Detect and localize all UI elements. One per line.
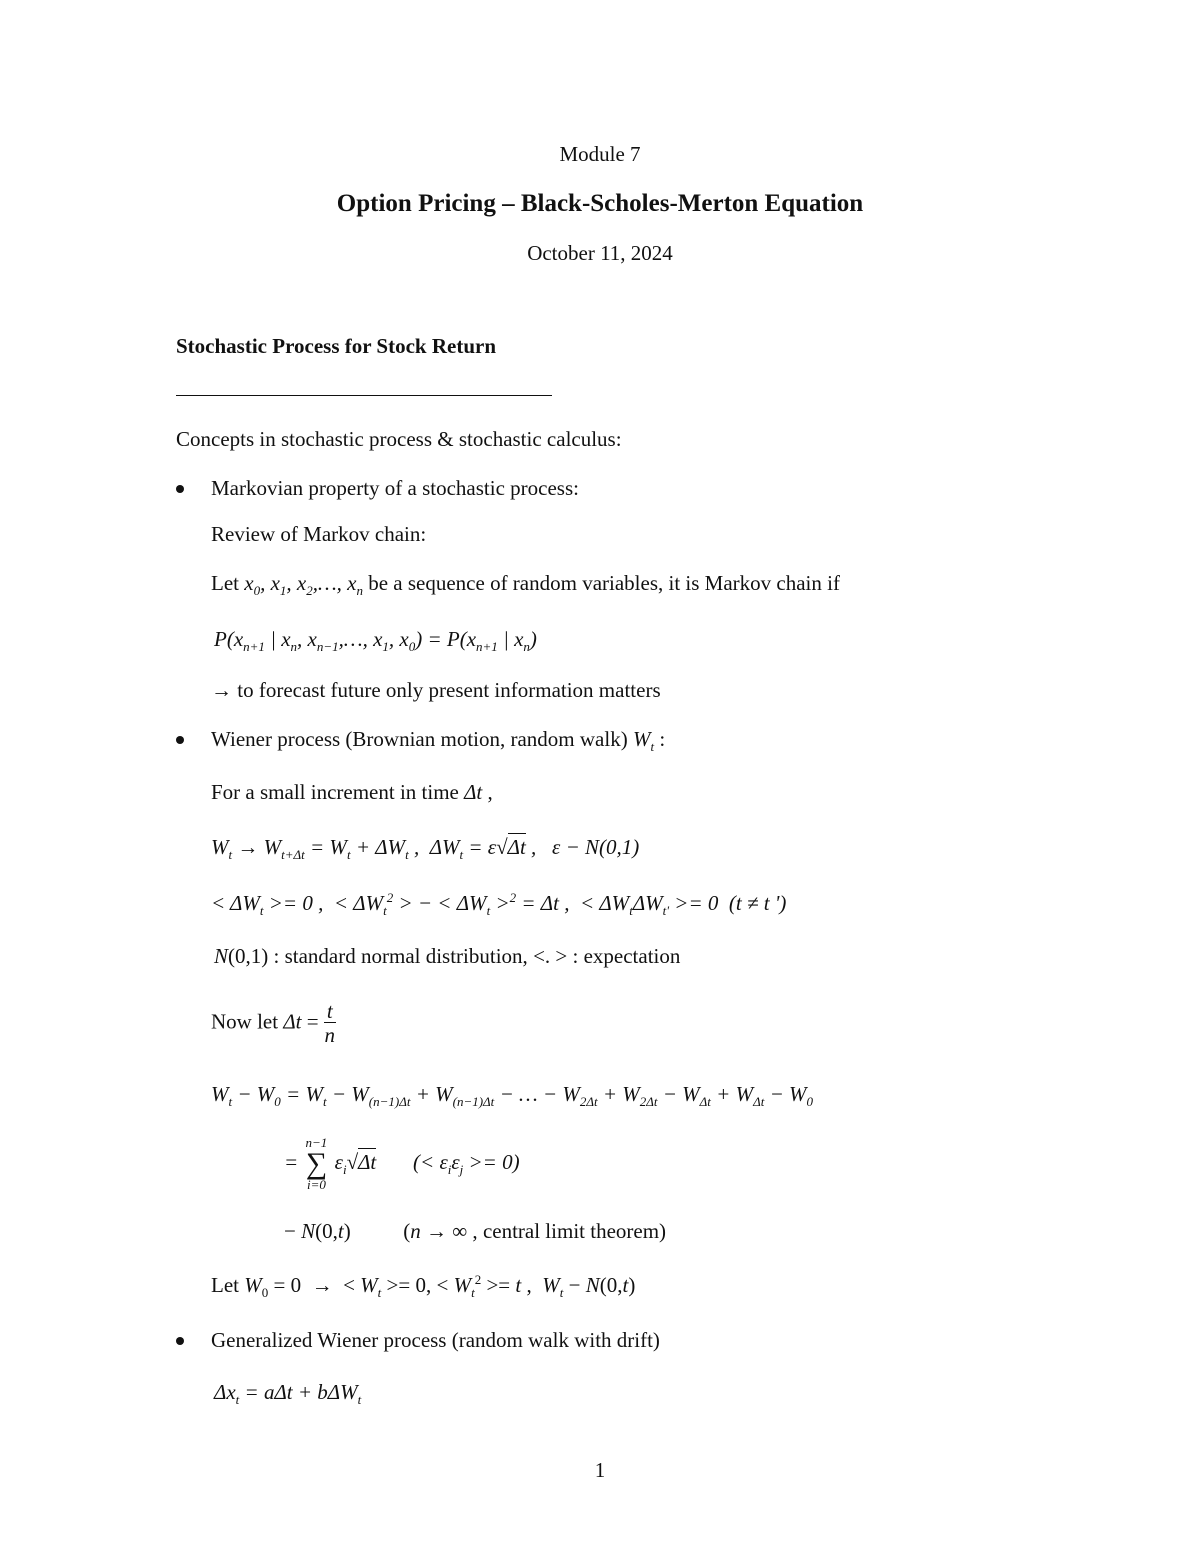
clt-text: central limit theorem) xyxy=(482,1219,667,1243)
now-let-line: Now let Δt = $\frac{t}{n}$ xyxy=(211,999,336,1047)
wiener-moments-equation: < $\Delta W_t >= 0$ , < $\Delta W_t^2$ > − < $\Delta W_t >^2 = \Delta t$ , < $\Delta W_t\Delta W_{t'} >= 0$ (t ≠ t ') xyxy=(211,890,787,918)
wiener-step-equation: $W_t \to W_{t+\Delta t} = W_t + \Delta W_t$ , $\Delta W_t = \varepsilon√\Delta t$ , ε − N(0,1) xyxy=(211,835,640,862)
markov-conclusion-text: to forecast future only present information matters xyxy=(237,678,661,702)
page-number: 1 xyxy=(594,1458,606,1482)
wiener-increment-text: For a small increment in time Δt , xyxy=(211,780,493,804)
drift-equation: $\Delta x_t = a\Delta t + b\Delta W_t$ xyxy=(214,1380,362,1407)
document-title: Option Pricing – Black-Scholes-Merton Equation xyxy=(336,190,864,217)
notation-legend: N(0,1) : standard normal distribution, <. > : expectation xyxy=(214,944,681,968)
markov-conclusion xyxy=(211,678,661,703)
bullet-dot xyxy=(176,736,184,744)
now-let-text: Now let xyxy=(211,1009,279,1034)
markov-review: Review of Markov chain: xyxy=(211,522,427,546)
generalized-wiener-heading: Generalized Wiener process (random walk with drift) xyxy=(211,1328,660,1352)
bullet-dot xyxy=(176,485,184,493)
expectation-text: expectation xyxy=(583,944,681,968)
t-over-n-fraction: $\frac{t}{n}$ xyxy=(324,999,336,1047)
markov-heading: Markovian property of a stochastic process: xyxy=(211,476,579,500)
section-divider xyxy=(176,395,552,396)
section-heading: Stochastic Process for Stock Return xyxy=(176,334,497,358)
delta-t-symbol: Δt xyxy=(464,780,483,804)
document-date: October 11, 2024 xyxy=(527,241,673,265)
intro-text: Concepts in stochastic process & stochastic calculus: xyxy=(176,427,622,451)
small-increment-text: For a small increment in time xyxy=(211,780,459,804)
bullet-dot xyxy=(176,1337,184,1345)
sequence-formula: $x_0$, $x_1$, $x_2,\dots$, $x_n$ xyxy=(244,571,363,598)
let-word: Let xyxy=(211,1273,239,1297)
summation-equation: = n−1 ∑ i=0 $\varepsilon_i√\Delta t$ (< $\varepsilon_i\varepsilon_j >= 0$) xyxy=(284,1135,520,1192)
normal-distribution-text: standard normal distribution, xyxy=(284,944,528,968)
wiener-zero-start-line: Let $W_0 = 0$ → < $W_t >= 0$, < $W_t^2 >= t$ , $W_t - N(0,t)$ xyxy=(211,1272,636,1300)
wiener-heading: Wiener process (Brownian motion, random walk) $W_t$ : xyxy=(211,727,666,754)
telescoping-sum-equation: $W_t - W_0 = W_t - W_{(n-1)\Delta t} + W_{(n-1)\Delta t}$ − … − $W_{2\Delta t} + W_{2\Delta t} - W_{\Delta t} + W_{\Delta t} - W_0$ xyxy=(211,1082,814,1109)
markov-equation: $P(x_{n+1}$ | $x_n$, $x_{n-1},\dots$, $x_1$, $x_0) = P(x_{n+1}$ | $x_n$) xyxy=(214,627,537,654)
summation-symbol: n−1 ∑ i=0 xyxy=(305,1135,328,1192)
module-label: Module 7 xyxy=(559,142,641,166)
wiener-symbol: $W_t$ xyxy=(632,727,655,754)
let-word: Let xyxy=(211,571,239,595)
right-arrow-icon: → xyxy=(211,678,232,702)
markov-definition xyxy=(211,571,840,596)
wiener-heading-text: Wiener process (Brownian motion, random walk) xyxy=(211,727,628,751)
markov-definition-rest: be a sequence of random variables, it is Markov chain if xyxy=(368,571,840,595)
clt-line: − N(0,t) (n → ∞ , central limit theorem) xyxy=(284,1219,667,1243)
